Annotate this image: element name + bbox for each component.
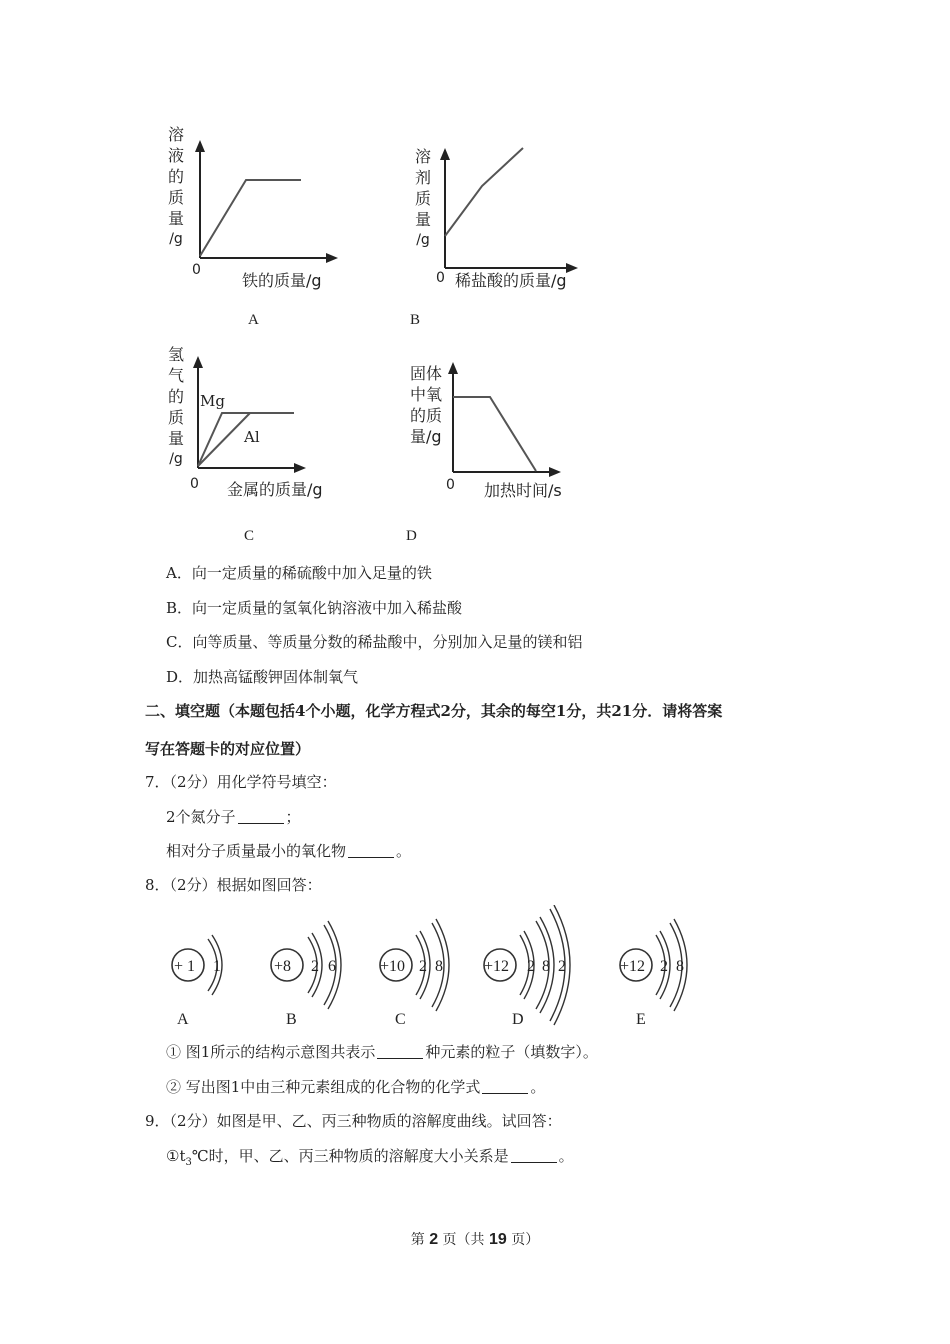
footer-total-pages: 19: [489, 1231, 507, 1248]
atom-d: [484, 905, 570, 1025]
atom-d-label: D: [512, 1011, 524, 1028]
footer-suffix: 页）: [511, 1232, 540, 1248]
y-label-char: 的: [167, 167, 184, 186]
y-label-char: 的: [167, 387, 184, 406]
section-heading-line2: 写在答题卡的对应位置）: [145, 740, 311, 758]
atom-c-shell-1: 2: [419, 958, 427, 975]
graph-d-curve: [453, 397, 536, 471]
question-8-stem: 8．（2分）根据如图回答：: [145, 876, 322, 894]
question-8-sub1: [166, 1041, 598, 1062]
graph-a-origin: 0: [192, 262, 201, 278]
graph-d: [405, 340, 605, 555]
atom-b-nucleus: +8: [274, 958, 292, 975]
atom-a: [172, 935, 222, 995]
graph-c-mg-label: Mg: [200, 392, 225, 410]
section-heading: [145, 700, 845, 760]
section-heading-line1: 二、填空题（本题包括4个小题，化学方程式2分，其余的每空1分，共21分．请将答案: [145, 702, 723, 720]
question-9-sub1: [166, 1145, 574, 1168]
graph-a-caption: A: [248, 312, 259, 328]
atom-b-shell-1: 2: [311, 958, 319, 975]
y-label-char: 气: [167, 366, 184, 385]
graph-b-caption: B: [410, 312, 421, 328]
y-label-char: 质: [167, 188, 184, 207]
atom-e: [620, 919, 687, 1011]
graph-d-origin: 0: [446, 477, 455, 493]
graph-a-curve: [200, 180, 301, 256]
question-9-sub1-subscript: 3: [185, 1157, 192, 1168]
graph-b-origin: 0: [436, 270, 445, 286]
atom-b-shell-2: 6: [328, 958, 336, 975]
y-label-char: 质: [167, 408, 184, 427]
answer-blank[interactable]: [348, 843, 394, 858]
atom-d-shell-3: 2: [558, 958, 566, 975]
atom-a-nucleus: + 1: [174, 958, 196, 975]
graph-c-origin: 0: [190, 476, 199, 492]
atom-b: [271, 921, 341, 1009]
answer-blank[interactable]: [238, 809, 284, 824]
graph-c-caption: C: [244, 528, 255, 544]
atom-diagram-svg: [160, 905, 700, 1035]
option-b: B．向一定质量的氢氧化钠溶液中加入稀盐酸: [166, 599, 463, 617]
question-7-sub1-end: ；: [285, 808, 301, 826]
atom-diagram: [160, 905, 700, 1035]
question-9-sub1-end: 。: [558, 1147, 574, 1165]
graph-b-plot: [405, 120, 605, 290]
y-label-char: /g: [169, 451, 183, 467]
y-label-char: /g: [416, 232, 430, 248]
option-c: C．向等质量、等质量分数的稀盐酸中，分别加入足量的镁和铝: [166, 633, 583, 651]
question-7-sub2-text: 相对分子质量最小的氧化物: [166, 842, 347, 860]
atom-c: [380, 919, 449, 1011]
page-footer: [0, 1229, 950, 1249]
question-8-sub2-text: ② 写出图1中由三种元素组成的化合物的化学式: [166, 1078, 481, 1096]
graph-b-curve: [445, 148, 523, 236]
y-label-line: 量/g: [410, 427, 442, 446]
question-options: [166, 562, 866, 692]
y-label-char: 液: [167, 146, 184, 165]
y-label-char: 量: [167, 429, 184, 448]
question-8-sub1-text: ① 图1所示的结构示意图共表示: [166, 1043, 376, 1061]
graph-c-al-label: Al: [244, 428, 260, 446]
question-8-sub2: [166, 1076, 545, 1097]
graph-a-plot: [160, 120, 360, 290]
question-9-sub1-text: ℃时，甲、乙、丙三种物质的溶解度大小关系是: [191, 1147, 509, 1165]
graph-b-x-label: 稀盐酸的质量/g: [455, 271, 567, 290]
y-label-char: 量: [414, 210, 431, 229]
option-a: A．向一定质量的稀硫酸中加入足量的铁: [166, 564, 432, 582]
atom-e-shell-2: 8: [676, 958, 684, 975]
question-7-sub2: [166, 840, 411, 861]
graph-c-x-label: 金属的质量/g: [227, 480, 323, 499]
question-7-sub2-end: 。: [396, 842, 412, 860]
footer-prefix: 第: [410, 1232, 425, 1248]
answer-blank[interactable]: [482, 1079, 528, 1094]
question-7-sub1: [166, 806, 301, 827]
question-7-sub1-text: 2个氮分子: [166, 808, 236, 826]
atom-c-label: C: [395, 1011, 406, 1028]
option-d: D．加热高锰酸钾固体制氧气: [166, 668, 359, 686]
question-7: [145, 771, 845, 861]
footer-page-number: 2: [429, 1231, 439, 1248]
graph-d-caption: D: [406, 528, 417, 544]
y-label-char: 氢: [167, 345, 184, 364]
y-label-char: 量: [167, 209, 184, 228]
y-label-char: 溶: [414, 147, 431, 166]
graph-a-x-label: 铁的质量/g: [242, 271, 322, 290]
y-label-line: 的质: [410, 406, 443, 425]
footer-mid: 页（共: [442, 1232, 485, 1248]
graph-b: [405, 120, 605, 335]
y-label-char: 质: [414, 189, 431, 208]
atom-e-label: E: [636, 1011, 646, 1028]
question-9: [145, 1110, 845, 1170]
graph-c-al-curve: [198, 413, 250, 466]
atom-c-shell-2: 8: [435, 958, 443, 975]
answer-blank[interactable]: [511, 1148, 557, 1163]
y-label-char: /g: [169, 231, 183, 247]
atom-d-nucleus: +12: [484, 958, 510, 975]
question-8-sub2-end: 。: [530, 1078, 546, 1096]
atom-a-shell-1: 1: [213, 958, 221, 975]
question-8-subs: [166, 1041, 866, 1101]
question-8-sub1-end: 种元素的粒子（填数字）。: [425, 1043, 598, 1061]
atom-d-shell-1: 2: [527, 958, 535, 975]
y-label-line: 中氧: [410, 385, 443, 404]
atom-d-shell-2: 8: [542, 958, 550, 975]
y-label-char: 溶: [167, 125, 184, 144]
question-7-stem: 7．（2分）用化学符号填空：: [145, 773, 337, 791]
answer-blank[interactable]: [377, 1044, 423, 1059]
graph-c: [160, 340, 360, 555]
atom-e-shell-1: 2: [660, 958, 668, 975]
question-9-sub1-prefix: ①t: [166, 1147, 186, 1165]
y-label-line: 固体: [410, 364, 443, 383]
graph-d-x-label: 加热时间/s: [484, 481, 562, 500]
atom-b-label: B: [286, 1011, 297, 1028]
graph-a: [160, 120, 360, 335]
question-9-stem: 9．（2分）如图是甲、乙、丙三种物质的溶解度曲线。试回答：: [145, 1112, 562, 1130]
y-label-char: 剂: [414, 168, 431, 187]
atom-c-nucleus: +10: [380, 958, 406, 975]
atom-e-nucleus: +12: [620, 958, 646, 975]
atom-a-label: A: [177, 1011, 189, 1028]
